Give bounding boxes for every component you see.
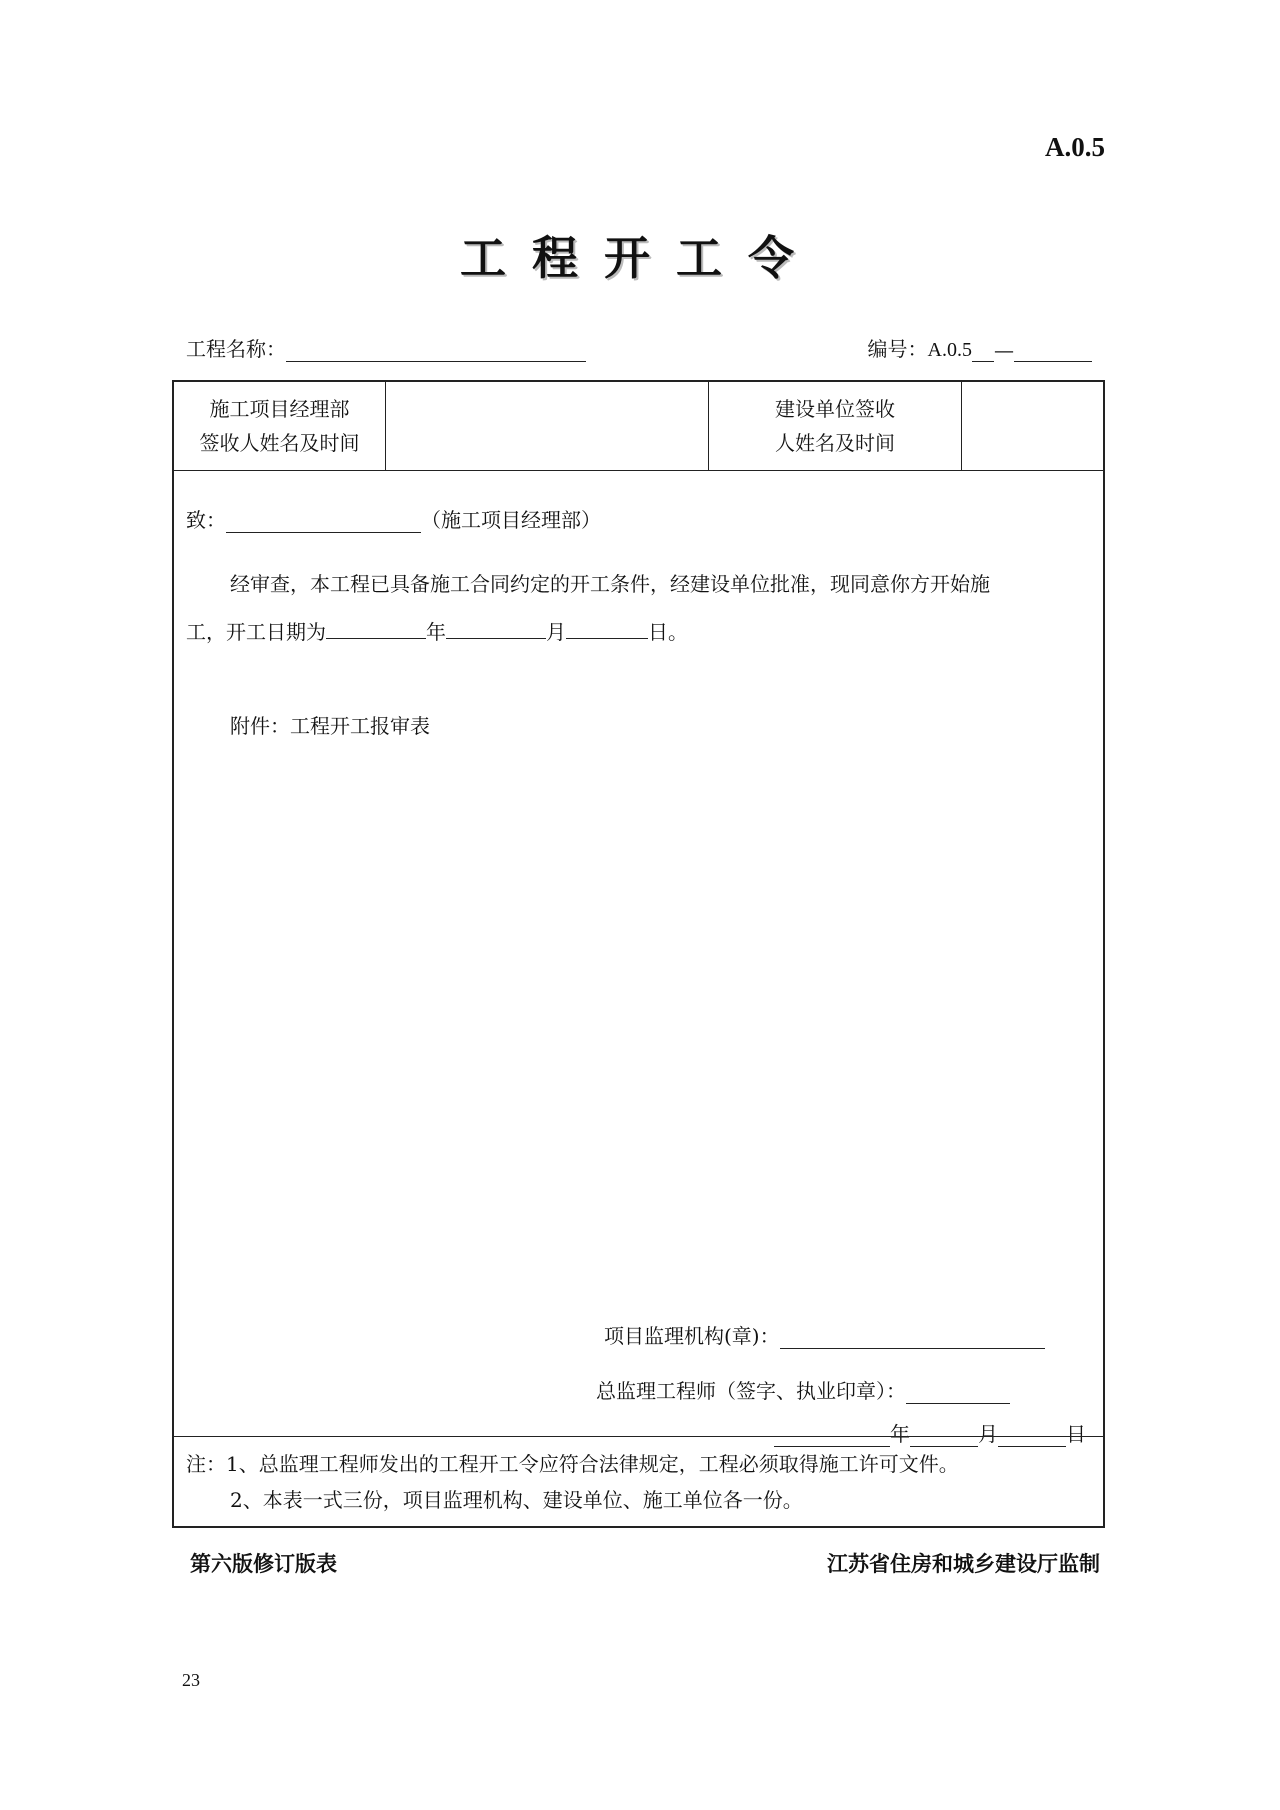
paragraph-line-1: 经审查，本工程已具备施工合同约定的开工条件，经建设单位批准，现同意你方开始施	[230, 572, 990, 596]
page-title: 工程开工令	[460, 231, 820, 285]
to-suffix: （施工项目经理部）	[421, 508, 601, 532]
number-dash: —	[994, 338, 1014, 362]
footer-issuer: 江苏省住房和城乡建设厅监制	[827, 1552, 1100, 1576]
receipt-row	[174, 382, 1103, 471]
owner-receipt-label	[709, 382, 961, 470]
attachment-line: 附件：工程开工报审表	[230, 714, 430, 738]
project-name-field[interactable]	[286, 339, 586, 362]
contractor-label-line-1: 施工项目经理部	[209, 397, 350, 421]
owner-label-line-2: 人姓名及时间	[775, 431, 895, 455]
owner-receipt-field[interactable]	[961, 382, 1103, 470]
sign-month-text: 月	[978, 1422, 998, 1446]
supervision-org-field[interactable]	[780, 1326, 1045, 1349]
order-paragraph	[186, 560, 1086, 656]
footer-edition: 第六版修订版表	[190, 1552, 337, 1576]
notes-section	[174, 1436, 1103, 1527]
contractor-receipt-field[interactable]	[386, 382, 708, 470]
note-1: 注：1、总监理工程师发出的工程开工令应符合法律规定，工程必须取得施工许可文件。	[186, 1452, 959, 1476]
month-text: 月	[546, 620, 566, 644]
page-number: 23	[182, 1670, 200, 1690]
sign-year-text: 年	[890, 1422, 910, 1446]
number-seq-field[interactable]	[1014, 339, 1092, 362]
day-text: 日。	[648, 620, 688, 644]
number-prefix: A.0.5	[927, 339, 972, 361]
owner-label-line-1: 建设单位签收	[775, 397, 895, 421]
chief-engineer-label: 总监理工程师（签字、执业印章）：	[596, 1379, 906, 1403]
start-month-field[interactable]	[446, 616, 546, 639]
number-part-field[interactable]	[972, 339, 994, 362]
form-table	[172, 380, 1105, 1528]
start-year-field[interactable]	[326, 616, 426, 639]
note-2: 2、本表一式三份，项目监理机构、建设单位、施工单位各一份。	[230, 1488, 803, 1512]
addressee-field[interactable]	[226, 510, 421, 533]
supervision-org-label: 项目监理机构(章)：	[604, 1324, 780, 1348]
chief-engineer-line	[596, 1375, 1010, 1404]
number-label: 编号：	[867, 337, 928, 361]
start-day-field[interactable]	[566, 616, 648, 639]
supervision-org-line	[604, 1320, 1045, 1349]
meta-row	[186, 333, 1092, 363]
year-text: 年	[426, 620, 446, 644]
form-code: A.0.5	[1045, 132, 1105, 162]
project-name-label: 工程名称：	[186, 337, 286, 361]
contractor-label-line-2: 签收人姓名及时间	[199, 431, 360, 455]
contractor-receipt-label	[174, 382, 386, 470]
paragraph-line-2-prefix: 工，开工日期为	[186, 620, 326, 644]
order-body	[174, 470, 1103, 1446]
addressee-line	[186, 504, 601, 533]
to-label: 致：	[186, 508, 226, 532]
chief-engineer-field[interactable]	[906, 1381, 1010, 1404]
sign-day-text: 日	[1066, 1422, 1086, 1446]
project-name-group	[186, 333, 586, 362]
number-group	[868, 333, 1092, 362]
